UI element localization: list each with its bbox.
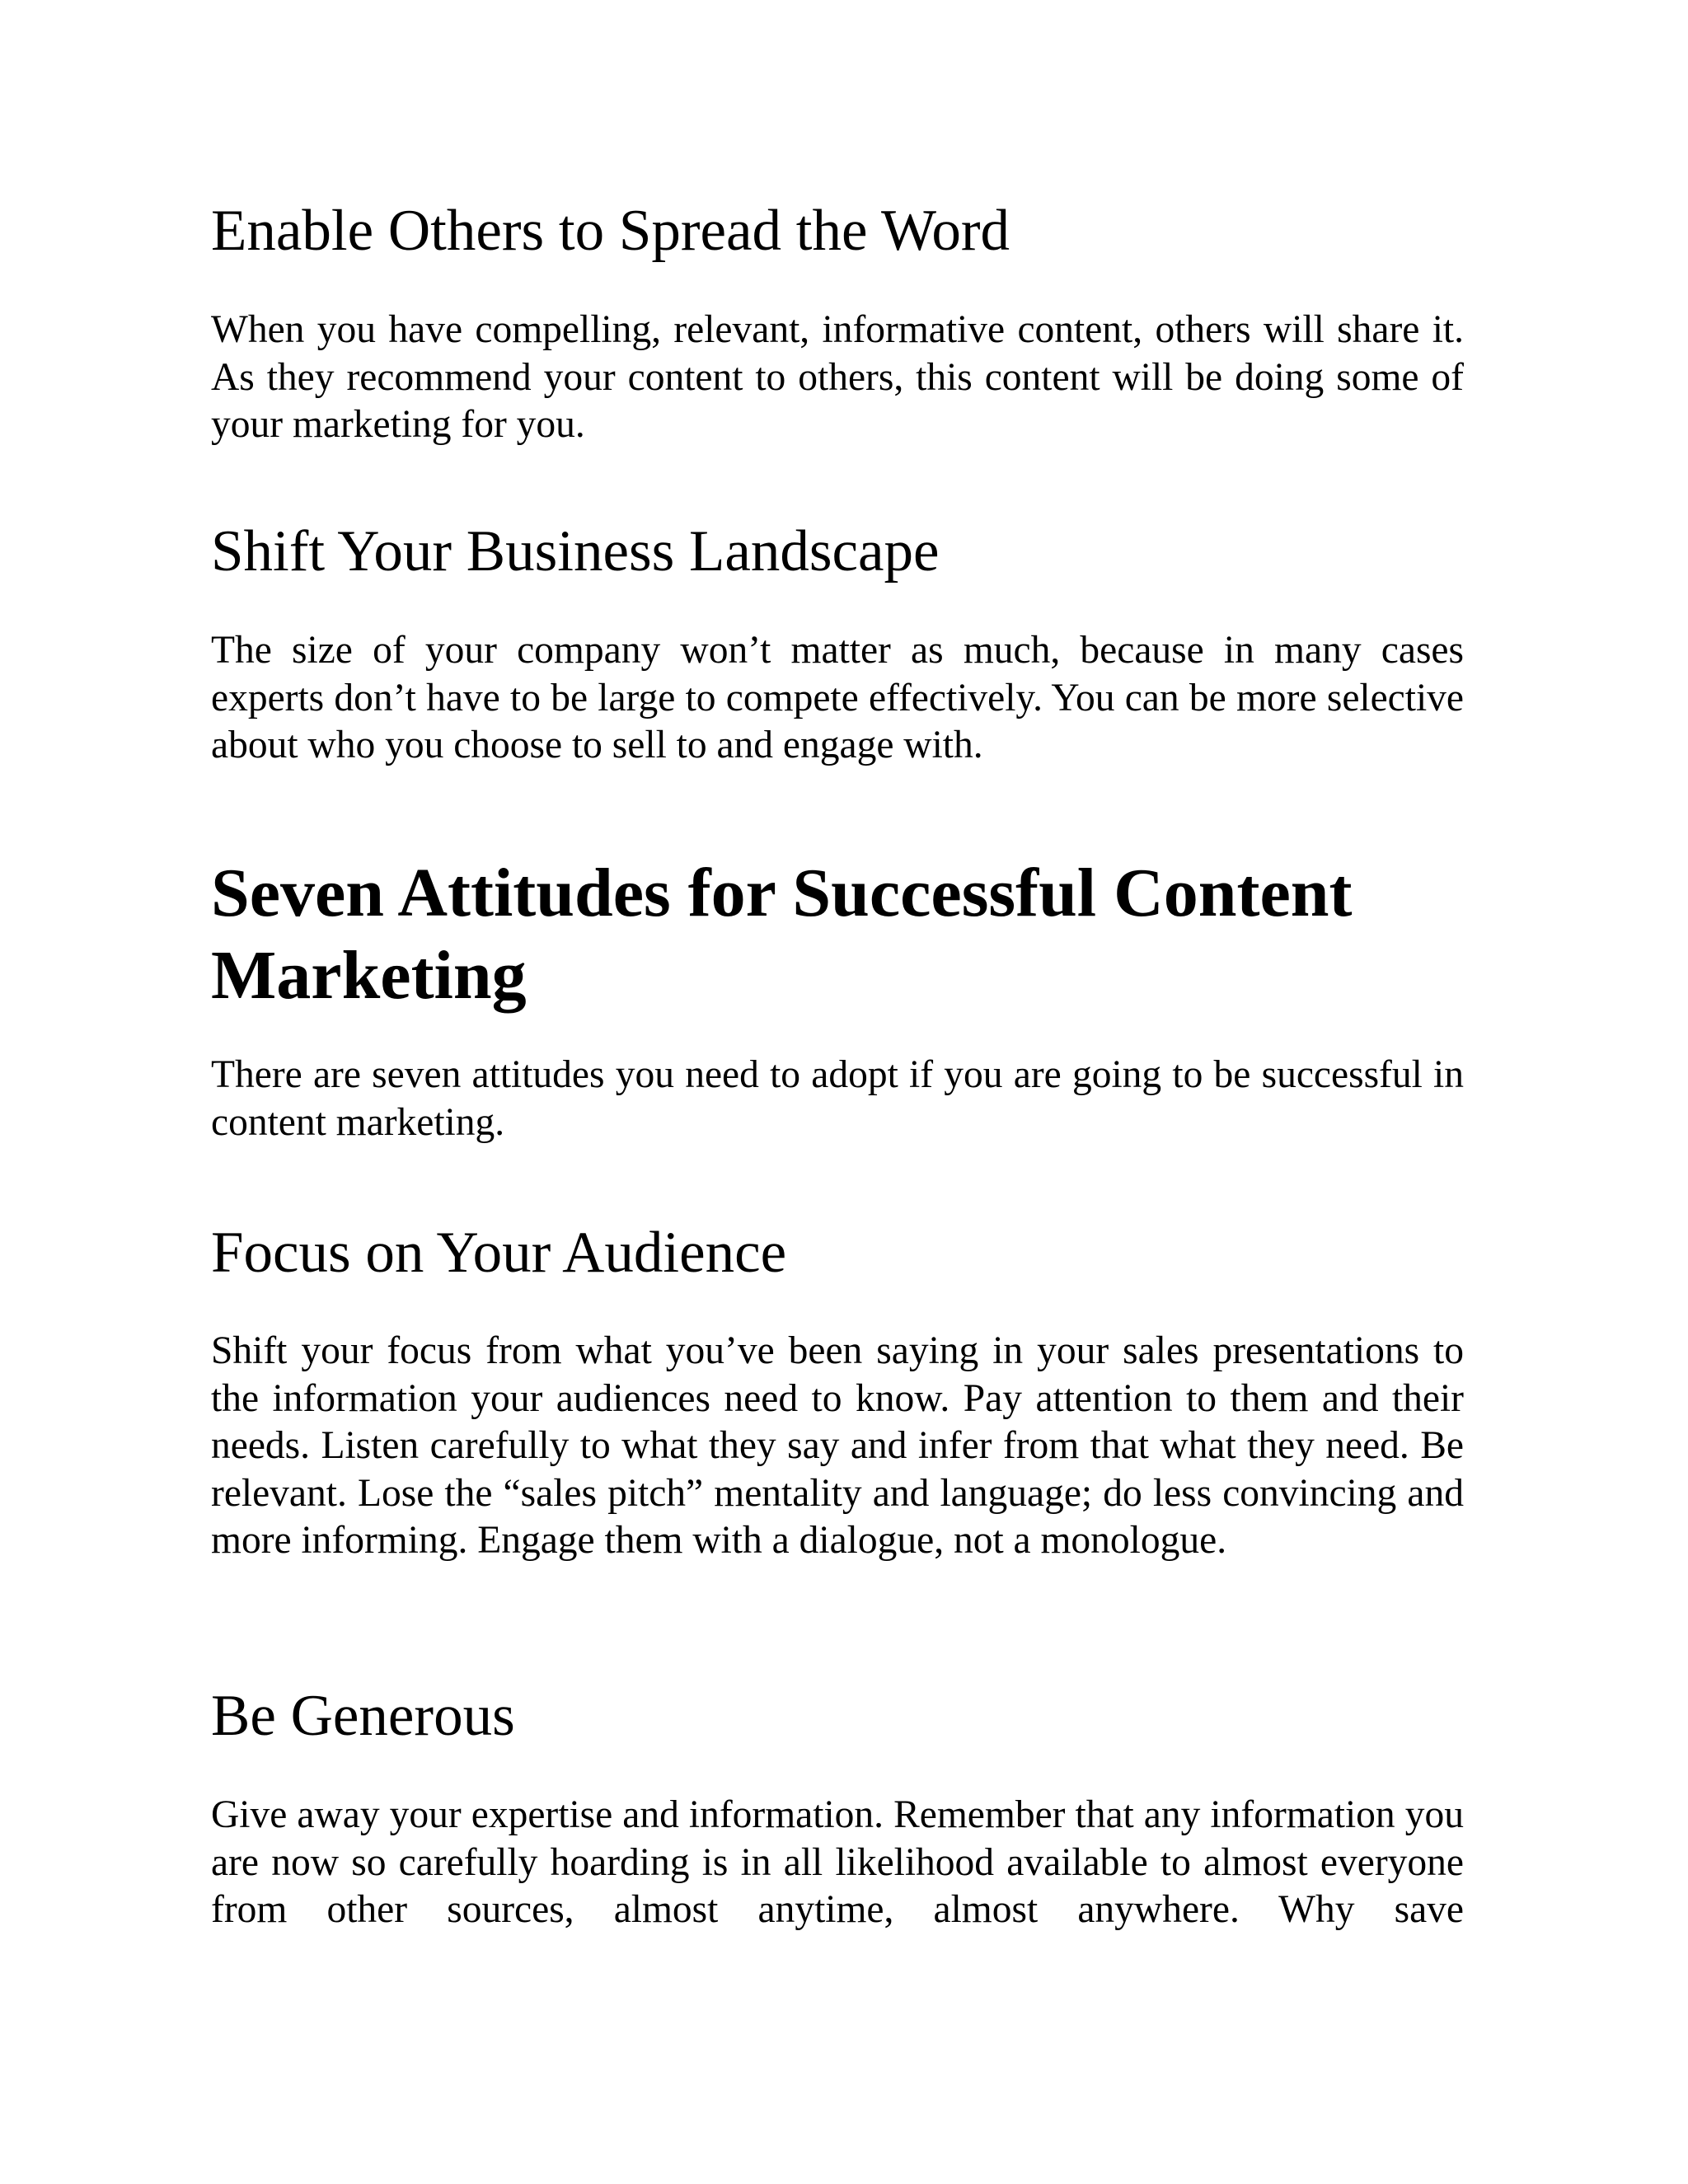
- section-body-shift-landscape: The size of your company won’t matter as much, because in many cases experts don’t have to be large to compete effectively. You can be more selective about who you choose to sell to and engage with.: [211, 629, 1464, 766]
- section-body-focus-audience: Shift your focus from what you’ve been saying in your sales presentations to the information your audiences need to know. Pay attention to them and their needs. Listen carefully to what they say and infer from that what they need. Be relevant. Lose the “sales pitch” mentality and language; do less convincing and more informing. Engage them with a dialogue, not a monologue.: [211, 1329, 1464, 1562]
- section-heading-shift-landscape: Shift Your Business Landscape: [211, 519, 940, 583]
- section-heading-focus-audience: Focus on Your Audience: [211, 1221, 787, 1285]
- chapter-title: Seven Attitudes for Successful Content Marketing: [211, 855, 1353, 1014]
- section-body-enable-others: When you have compelling, relevant, informative content, others will share it. As they recommend your content to others, this content will be doing some of your marketing for you.: [211, 308, 1464, 446]
- chapter-intro: There are seven attitudes you need to adopt if you are going to be successful in content marketing.: [211, 1053, 1464, 1144]
- section-heading-enable-others: Enable Others to Spread the Word: [211, 199, 1010, 263]
- section-heading-be-generous: Be Generous: [211, 1684, 515, 1748]
- section-body-be-generous: Give away your expertise and information. Remember that any information you are now so carefully hoarding is in all likelihood available to almost everyone from other sources, almost anytime, almost anywhere. Why save: [211, 1793, 1464, 1931]
